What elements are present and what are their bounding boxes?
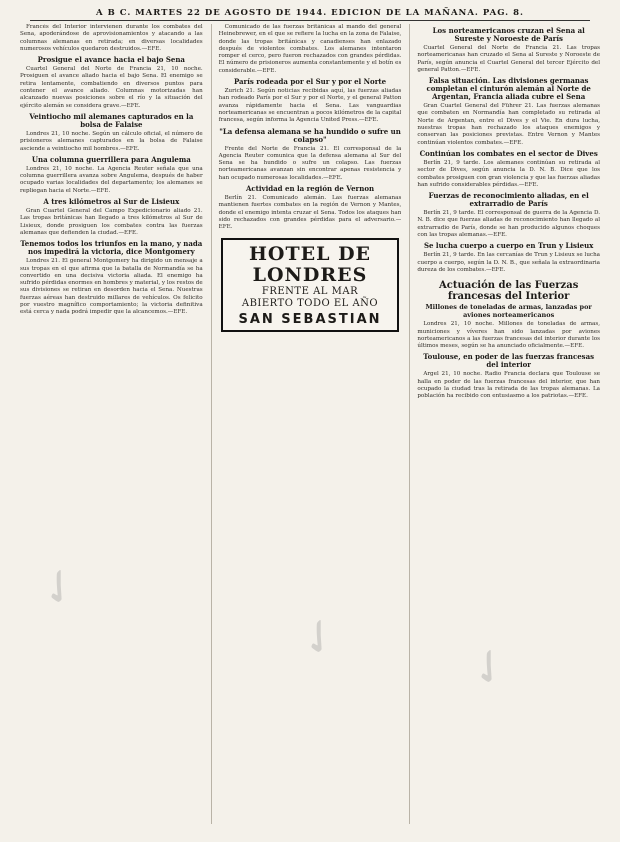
columns [20, 24, 600, 824]
article [417, 77, 600, 147]
article-text: Berlín 21. Comunicado alemán. Las fuerzas alemanas mantienen fuertes combates en la región de Vernon y Mantes, donde el enemigo intenta cruzar el Sena. Todos los ataques han sido rechazados con grandes pérdidas para el adversario.—EFE. [218, 195, 402, 231]
article-text: Londres 21, 10 noche. Millones de toneladas de armas, municiones y víveres han sido lanzadas por aviones norteamericanos a las fuerzas francesas del interior durante los últimos meses, según se ha anunciado oficialmente.—EFE. [417, 321, 601, 350]
article-heading: Veintiocho mil alemanes capturados en la bolsa de Falaise [29, 111, 194, 129]
article-text: Londres 21, 10 noche. Según un cálculo oficial, el número de prisioneros alemanes capturados en la bolsa de Falaise asciende a veintiocho mil hombres.—EFE. [20, 130, 203, 152]
column-2 [211, 24, 402, 824]
article [20, 240, 203, 316]
article [20, 156, 203, 195]
article [20, 113, 203, 153]
article-heading: Actuación de las Fuerzas francesas del Interior [438, 280, 579, 303]
article [417, 353, 600, 400]
masthead: A B C. MARTES 22 DE AGOSTO DE 1944. EDICION DE LA MAÑANA. PAG. 8. [30, 8, 590, 21]
article-heading: A tres kilómetros al Sur de Lisieux [43, 197, 180, 207]
article [20, 24, 203, 53]
column-1 [20, 24, 203, 824]
article-text: Cuartel General del Norte de Francia 21. Las tropas norteamericanas han cruzado el Sena al Sureste y Noroeste de París, según anuncia el Cuartel General del tercer Ejército del general Patton.—EFE. [417, 45, 601, 73]
article-heading: Tenemos todos los triunfos en la mano, y nada nos impedirá la victoria, dice Montgomery [20, 239, 203, 257]
article-heading: "La defensa alemana se ha hundido o sufre un colapso" [219, 126, 401, 144]
article-text: Frente del Norte de Francia 21. El corresponsal de la Agencia Reuter comunica que la defensa alemana al Sur del Sena se ha hundido o sufre un colapso. Las fuerzas norteamericanas avanzan sin encontrar apenas resistencia y han ocupado numerosas localidades.—EFE. [218, 145, 402, 181]
article-text: Comunicado de las fuerzas británicas al mando del general Heinebrewer, en el que se refiere la lucha en la zona de Falaise, donde las tropas británicas y canadienses han enlazado después de violentos combates. Los alemanes intentaron romper el cerco, pero fueron rechazados con grandes pérdidas. El número de prisioneros aumenta constantemente y el botín es considerable.—EFE. [218, 24, 402, 74]
article [417, 27, 600, 74]
article-heading: Fuerzas de reconocimiento aliadas, en el extrarradio de París [428, 191, 589, 209]
watermark-stamp: ✓ [27, 553, 92, 621]
article [219, 185, 402, 231]
article [219, 24, 402, 75]
watermark-stamp: ✓ [287, 603, 352, 671]
article [417, 192, 600, 239]
column-3 [409, 24, 600, 824]
article-text: Berlín 21, 9 tarde. Los alemanes continúan su retirada al sector de Dives, según anuncia la D. N. B. Dice que los combates prosiguen con gran violencia y que las fuerzas aliadas han sufrido considerables pérdidas.—EFE. [417, 159, 601, 188]
article-heading: París rodeada por el Sur y por el Norte [233, 77, 387, 87]
hotel-city: SAN SEBASTIAN [238, 311, 382, 327]
article-subheading: Millones de toneladas de armas, lanzadas por aviones norteamericanos [425, 303, 592, 319]
article-text: Gran Cuartel General del Führer 21. Las fuerzas alemanas que combaten en Normandía han completado su retirada al Norte de Argentan, entre el Dives y el Vie. En dura lucha, nuestras tropas han rechazado los ataques enemigos y conservan las posiciones previstas. Entre Vernon y Mantes continúan violentos combates.—EFE. [417, 103, 601, 146]
hotel-tagline: FRENTE AL MAR [261, 285, 359, 297]
article-heading: Una columna guerrillera para Angulema [31, 154, 191, 164]
article-heading: Toulouse, en poder de las fuerzas francesas del interior [423, 352, 595, 370]
article-text: Gran Cuartel General del Campo Expedicionario aliado 21. Las tropas británicas han llegado a tres kilómetros al Sur de Lisieux, donde prosiguen los combates contra las fuerzas alemanas que defienden la ciudad.—EFE. [20, 208, 203, 236]
article-text: Londres 21, 10 noche. La Agencia Reuter señala que una columna guerrillera avanza sobre Angulema, después de haber ocupado varias localidades del departamento; los alemanes se repliegan hacia el Norte.—EFE. [20, 165, 203, 194]
watermark-stamp: ✓ [457, 633, 522, 701]
article-heading: Falsa situación. Las divisiones germanas completan el cinturón alemán al Norte de Argentan, Francia aliada cubre el Sena [426, 76, 591, 102]
article-text: Berlín 21, 9 tarde. En las cercanías de Trun y Lisieux se lucha cuerpo a cuerpo, según la D. N. B., que señala la extraordinaria dureza de los combates.—EFE. [417, 252, 601, 273]
article-text: Zurich 21. Según noticias recibidas aquí, las fuerzas aliadas han rodeado París por el Sur y por el Norte, y el general Patton avanza rápidamente hacia el Sena. Las vanguardias norteamericanas se encuentran a pocos kilómetros de la capital francesa, según informa la Agencia United Press.—EFE. [218, 88, 402, 124]
article [417, 242, 600, 274]
article-heading: Prosigue el avance hacia el bajo Sena [37, 55, 185, 65]
article-heading: Los norteamericanos cruzan el Sena al Sureste y Noroeste de París [432, 26, 585, 43]
article-heading: Se lucha cuerpo a cuerpo en Trun y Lisieux [423, 241, 594, 251]
article [219, 78, 402, 124]
article [20, 198, 203, 237]
article [219, 128, 402, 182]
article-heading: Actividad en la región de Vernon [245, 184, 375, 194]
hotel-advertisement [221, 238, 400, 332]
article-heading: Continúan los combates en el sector de Dives [419, 148, 598, 158]
hotel-tagline: ABIERTO TODO EL AÑO [241, 297, 379, 309]
article-text: Berlín 21, 9 tarde. El corresponsal de guerra de la Agencia D. N. B. dice que fuerzas aliadas de reconocimiento han llegado al extrarradio de París, donde se han producido algunos choques con las tropas alemanas.—EFE. [417, 210, 601, 239]
article-text: Argel 21, 10 noche. Radio Francia declara que Toulouse se halla en poder de las fuerzas francesas del interior, que han ocupado la ciudad tras la retirada de las tropas alemanas. La población ha recibido con entusiasmo a los patriotas.—EFE. [417, 371, 601, 400]
article [417, 150, 600, 189]
article-text: Londres 21. El general Montgomery ha dirigido un mensaje a sus tropas en el que afirma que la batalla de Normandía se ha convertido en una decisiva victoria aliada. El enemigo ha sufrido pérdidas enormes en hombres y material, y los restos de sus divisiones se retiran en desorden hacia el Sena. Nuestras fuerzas aéreas han destruido millares de vehículos. Os felicito por vuestro magnífico comportamiento; la victoria definitiva está cerca y nada podrá impedir que la alcancemos.—EFE. [20, 258, 203, 316]
article-text: Cuartel General del Norte de Francia 21, 10 noche. Prosiguen el avance aliado hacia el bajo Sena. El enemigo se retira lentamente, combatiendo en diversos puntos para contener el avance aliado. Columnas motorizadas han alcanzado nuevas posiciones sobre el río y la situación del ejército alemán se considera grave.—EFE. [20, 66, 203, 109]
article [417, 280, 600, 350]
article-text: Francés del Interior intervienen durante los combates del Sena, apoderándose de aprovisionamientos y atacando a las columnas alemanas en retirada; en diversas localidades numerosos vehículos quedaron destruidos.—EFE. [20, 24, 203, 52]
article [20, 56, 203, 110]
hotel-name: HOTEL DE LONDRES [248, 242, 372, 286]
